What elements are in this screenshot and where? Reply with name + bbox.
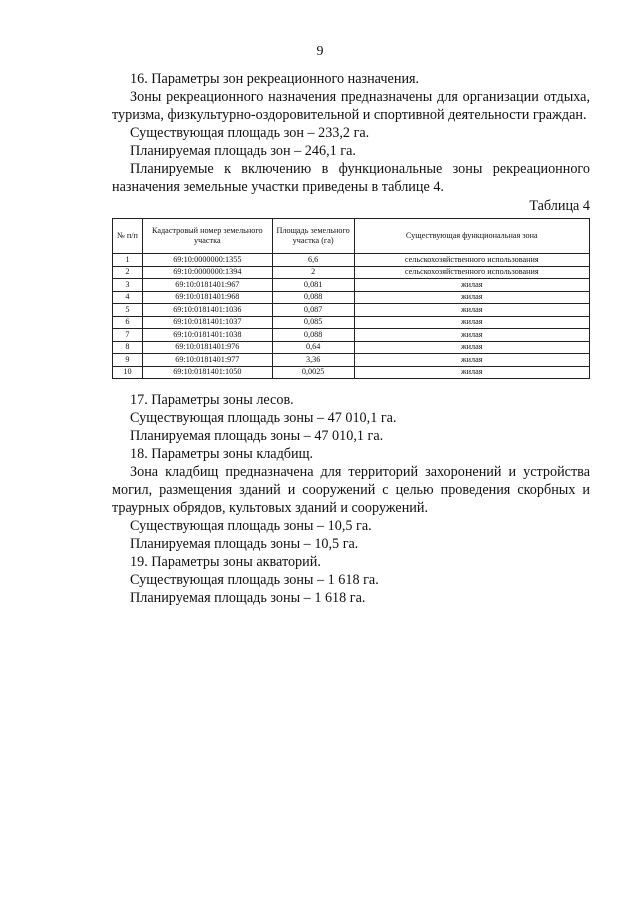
cell-number: 5	[113, 304, 143, 317]
column-header-functional-zone: Существующая функциональная зона	[354, 219, 589, 254]
table-row	[113, 341, 590, 354]
cell-area: 0,0025	[272, 366, 354, 379]
table-row	[113, 316, 590, 329]
cell-cadastral-number: 69:10:0181401:1050	[142, 366, 272, 379]
cell-area: 2	[272, 266, 354, 279]
cell-cadastral-number: 69:10:0181401:1036	[142, 304, 272, 317]
section-16-paragraph: Зоны рекреационного назначения предназначены для организации отдыха, туризма, физкультурно-оздоровительной и спортивной деятельности граждан.	[112, 89, 590, 123]
cell-area: 3,36	[272, 354, 354, 367]
section-16-heading: 16. Параметры зон рекреационного назначения.	[130, 71, 420, 87]
table-body	[113, 254, 590, 379]
table-row	[113, 354, 590, 367]
cell-cadastral-number: 69:10:0181401:968	[142, 291, 272, 304]
section-18-paragraph: Зона кладбищ предназначена для территорий захоронений и устройства могил, размещения зданий и сооружений с целью проведения скорбных и траурных обрядов, культовых зданий и сооружений.	[112, 464, 590, 516]
cell-area: 6,6	[272, 254, 354, 267]
section-19-planned-area: Планируемая площадь зоны – 1 618 га.	[130, 590, 366, 606]
cell-cadastral-number: 69:10:0000000:1394	[142, 266, 272, 279]
section-18-existing-area: Существующая площадь зоны – 10,5 га.	[130, 518, 372, 534]
cell-functional-zone: жилая	[354, 316, 589, 329]
column-header-cadastral-number: Кадастровый номер земельного участка	[142, 219, 272, 254]
cell-area: 0,085	[272, 316, 354, 329]
column-header-area: Площадь земельного участка (га)	[272, 219, 354, 254]
cell-number: 6	[113, 316, 143, 329]
land-plots-table	[112, 218, 590, 379]
table-row	[113, 279, 590, 292]
cell-functional-zone: жилая	[354, 304, 589, 317]
cell-number: 9	[113, 354, 143, 367]
cell-functional-zone: сельскохозяйственного использования	[354, 254, 589, 267]
table-row	[113, 266, 590, 279]
table-row	[113, 366, 590, 379]
cell-functional-zone: жилая	[354, 366, 589, 379]
cell-cadastral-number: 69:10:0181401:1037	[142, 316, 272, 329]
cell-number: 7	[113, 329, 143, 342]
section-19-heading: 19. Параметры зоны акваторий.	[130, 554, 321, 570]
section-17-heading: 17. Параметры зоны лесов.	[130, 392, 294, 408]
section-16-existing-area: Существующая площадь зон – 233,2 га.	[130, 125, 370, 141]
cell-functional-zone: жилая	[354, 279, 589, 292]
cell-functional-zone: жилая	[354, 329, 589, 342]
cell-number: 3	[113, 279, 143, 292]
section-18-heading: 18. Параметры зоны кладбищ.	[130, 446, 314, 462]
cell-number: 10	[113, 366, 143, 379]
cell-cadastral-number: 69:10:0000000:1355	[142, 254, 272, 267]
table-row	[113, 304, 590, 317]
cell-area: 0,088	[272, 329, 354, 342]
document-body	[112, 70, 590, 607]
cell-number: 1	[113, 254, 143, 267]
section-17-planned-area: Планируемая площадь зоны – 47 010,1 га.	[130, 428, 384, 444]
table-row	[113, 254, 590, 267]
cell-number: 2	[113, 266, 143, 279]
cell-functional-zone: жилая	[354, 341, 589, 354]
cell-number: 4	[113, 291, 143, 304]
cell-cadastral-number: 69:10:0181401:1038	[142, 329, 272, 342]
cell-cadastral-number: 69:10:0181401:967	[142, 279, 272, 292]
section-17-existing-area: Существующая площадь зоны – 47 010,1 га.	[130, 410, 397, 426]
page-number: 9	[316, 44, 324, 59]
cell-area: 0,081	[272, 279, 354, 292]
section-19-existing-area: Существующая площадь зоны – 1 618 га.	[130, 572, 379, 588]
cell-number: 8	[113, 341, 143, 354]
section-16-table-intro: Планируемые к включению в функциональные зоны рекреационного назначения земельные участки приведены в таблице 4.	[112, 161, 590, 195]
section-18-planned-area: Планируемая площадь зоны – 10,5 га.	[130, 536, 359, 552]
cell-functional-zone: жилая	[354, 354, 589, 367]
cell-functional-zone: сельскохозяйственного использования	[354, 266, 589, 279]
cell-cadastral-number: 69:10:0181401:976	[142, 341, 272, 354]
table-row	[113, 291, 590, 304]
cell-area: 0,087	[272, 304, 354, 317]
cell-functional-zone: жилая	[354, 291, 589, 304]
cell-area: 0,088	[272, 291, 354, 304]
column-header-number: № п/п	[113, 219, 143, 254]
cell-area: 0,64	[272, 341, 354, 354]
cell-cadastral-number: 69:10:0181401:977	[142, 354, 272, 367]
table-caption: Таблица 4	[529, 198, 590, 214]
section-16-planned-area: Планируемая площадь зон – 246,1 га.	[130, 143, 356, 159]
table-header-row	[113, 219, 590, 254]
table-row	[113, 329, 590, 342]
